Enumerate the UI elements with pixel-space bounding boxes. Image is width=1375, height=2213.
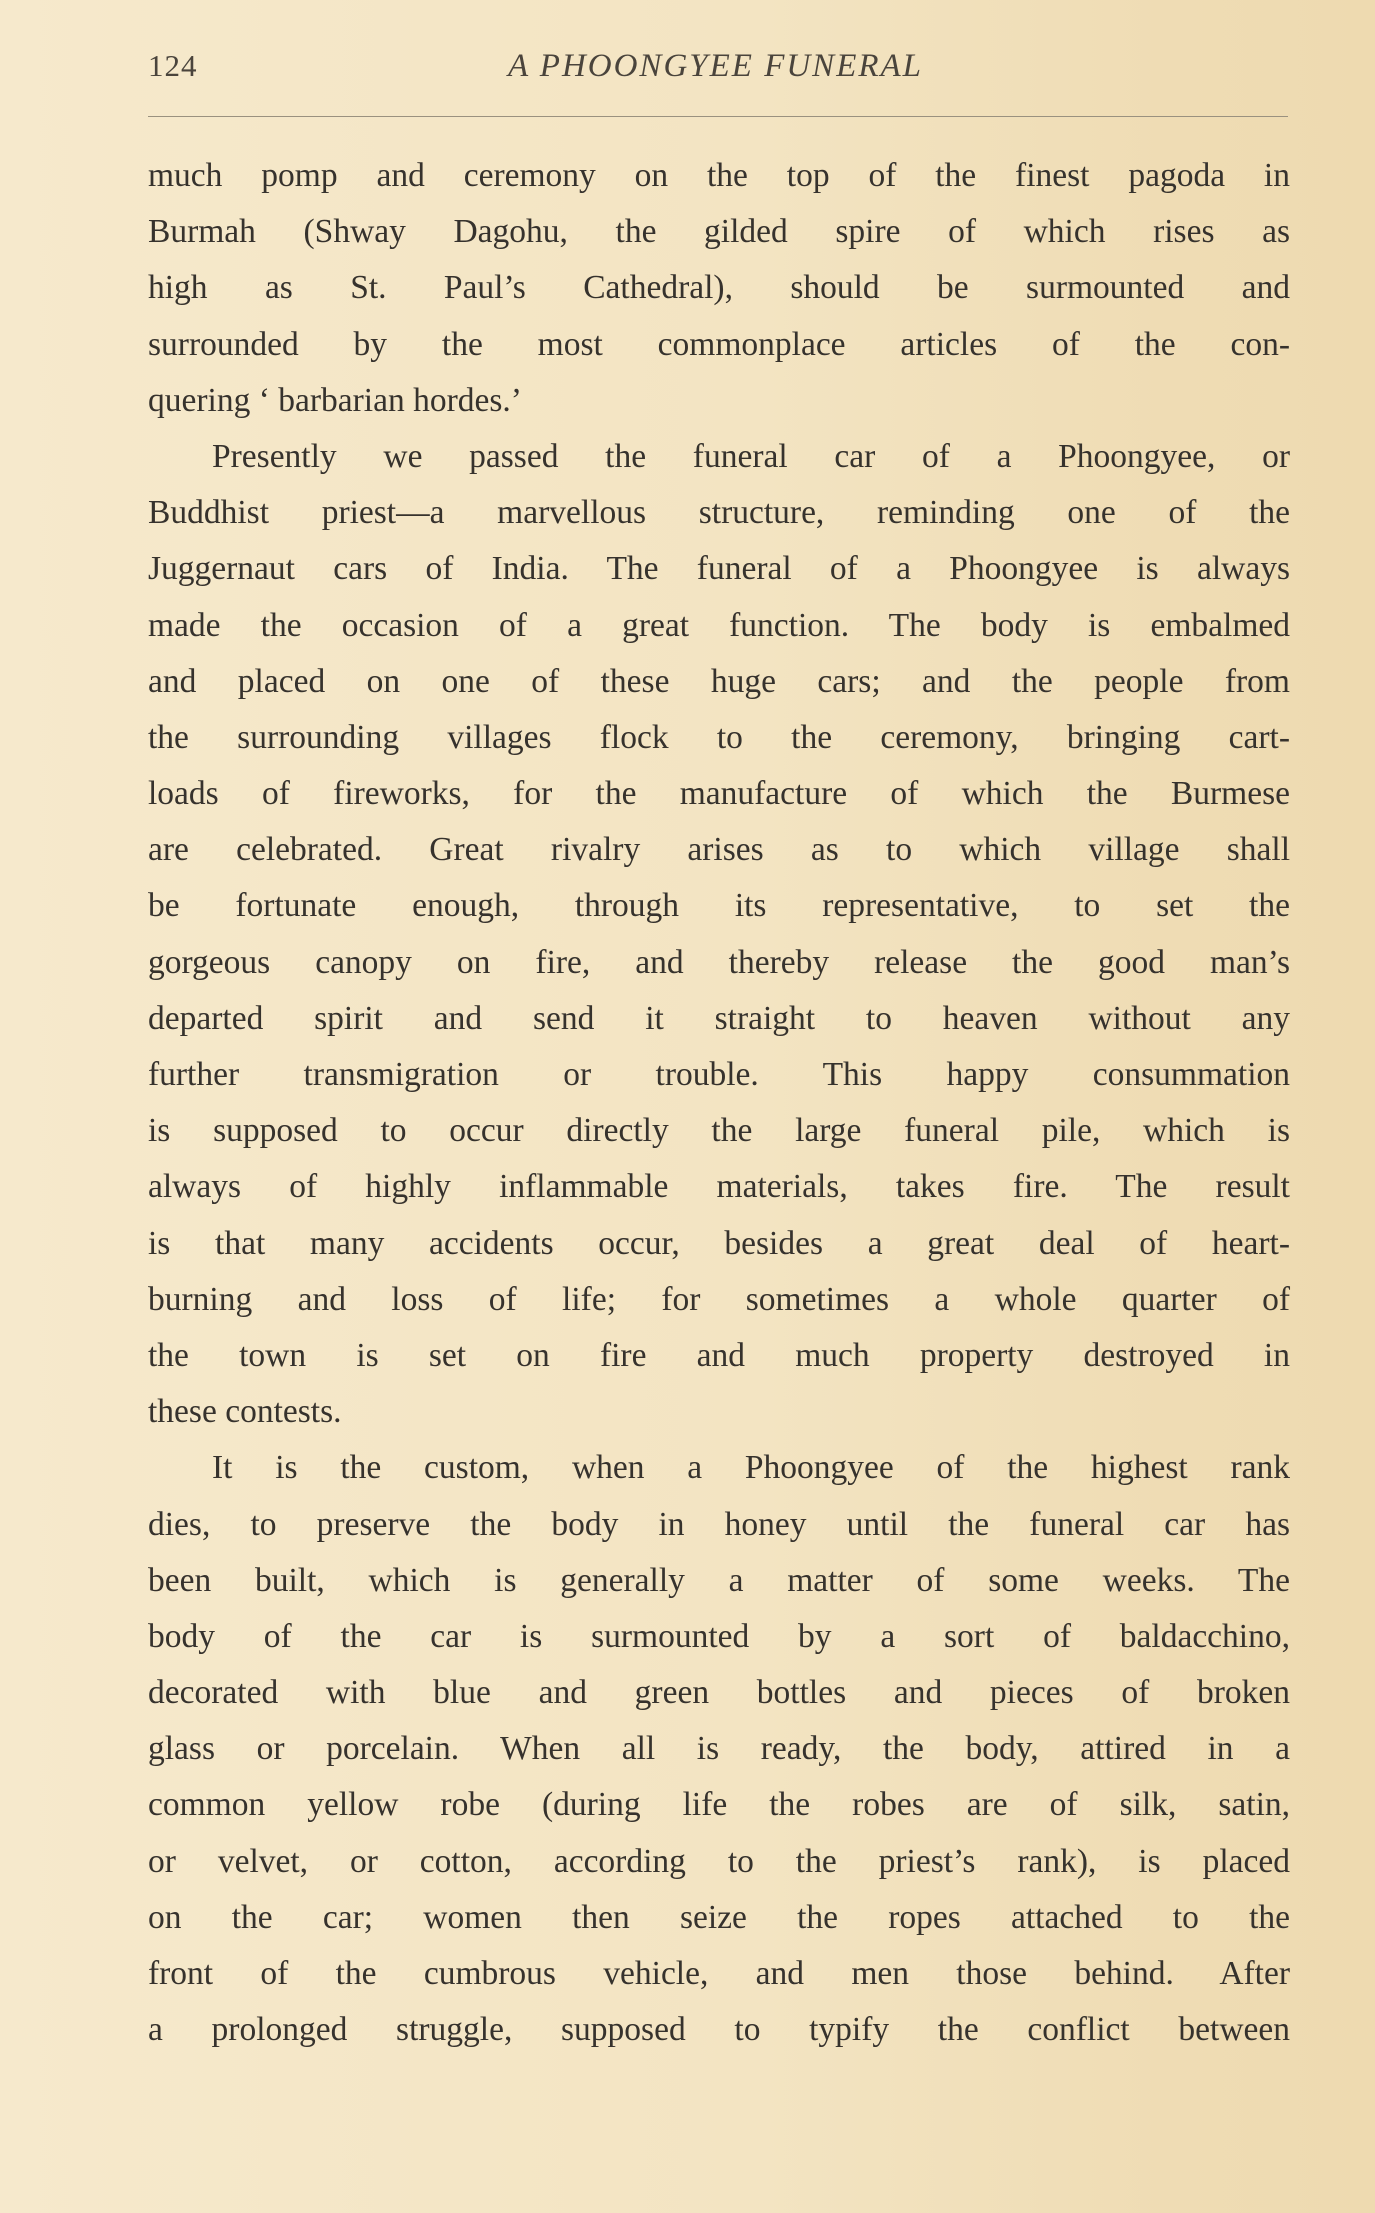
text-line: gorgeous canopy on fire, and thereby release the good man’s	[148, 943, 1290, 981]
text-line: front of the cumbrous vehicle, and men those behind. After	[148, 1955, 1290, 1992]
text-line: loads of fireworks, for the manufacture of which the Burmese	[148, 775, 1290, 813]
text-line: always of highly inflammable materials, takes fire. The result	[148, 1168, 1290, 1206]
text-line: Buddhist priest—a marvellous structure, reminding one of the	[148, 494, 1290, 532]
text-line: further transmigration or trouble. This happy consummation	[148, 1056, 1290, 1093]
text-line: Presently we passed the funeral car of a Phoongyee, or	[212, 437, 1290, 475]
text-line: is that many accidents occur, besides a great deal of heart-	[148, 1224, 1290, 1262]
text-line: been built, which is generally a matter of some weeks. The	[148, 1561, 1290, 1599]
text-line: or velvet, or cotton, according to the priest’s rank), is placed	[148, 1842, 1290, 1880]
text-line: body of the car is surmounted by a sort of baldacchino,	[148, 1617, 1290, 1655]
text-line: decorated with blue and green bottles and pieces of broken	[148, 1674, 1290, 1712]
text-line: burning and loss of life; for sometimes a whole quarter of	[148, 1280, 1290, 1318]
text-line: are celebrated. Great rivalry arises as to which village shall	[148, 831, 1290, 869]
page-header	[148, 48, 1283, 92]
running-title: A PHOONGYEE FUNERAL	[507, 48, 924, 84]
text-line: quering ‘ barbarian hordes.’	[148, 381, 522, 419]
text-line: common yellow robe (during life the robes are of silk, satin,	[148, 1786, 1290, 1824]
text-line: on the car; women then seize the ropes attached to the	[148, 1898, 1290, 1936]
text-line: It is the custom, when a Phoongyee of the highest rank	[212, 1449, 1290, 1487]
text-line: departed spirit and send it straight to heaven without any	[148, 999, 1290, 1037]
text-line: high as St. Paul’s Cathedral), should be surmounted and	[148, 269, 1290, 307]
page-number: 124	[148, 48, 198, 83]
text-line: the surrounding villages flock to the ceremony, bringing cart-	[148, 718, 1290, 756]
body-text	[148, 148, 1290, 2058]
text-line: is supposed to occur directly the large funeral pile, which is	[148, 1112, 1290, 1150]
text-line: be fortunate enough, through its representative, to set the	[148, 887, 1290, 925]
text-line: dies, to preserve the body in honey until the funeral car has	[148, 1505, 1290, 1543]
text-line: Juggernaut cars of India. The funeral of a Phoongyee is always	[148, 550, 1290, 588]
header-rule	[148, 116, 1288, 117]
text-line: and placed on one of these huge cars; and the people from	[148, 662, 1290, 700]
text-line: these contests.	[148, 1393, 342, 1431]
text-line: made the occasion of a great function. The body is embalmed	[148, 606, 1290, 644]
text-line: surrounded by the most commonplace articles of the con-	[148, 325, 1290, 363]
text-line: glass or porcelain. When all is ready, the body, attired in a	[148, 1730, 1290, 1768]
text-line: a prolonged struggle, supposed to typify the conflict between	[148, 2011, 1290, 2049]
text-line: the town is set on fire and much property destroyed in	[148, 1336, 1290, 1374]
text-line: much pomp and ceremony on the top of the finest pagoda in	[148, 157, 1290, 194]
text-line: Burmah (Shway Dagohu, the gilded spire of which rises as	[148, 213, 1290, 251]
